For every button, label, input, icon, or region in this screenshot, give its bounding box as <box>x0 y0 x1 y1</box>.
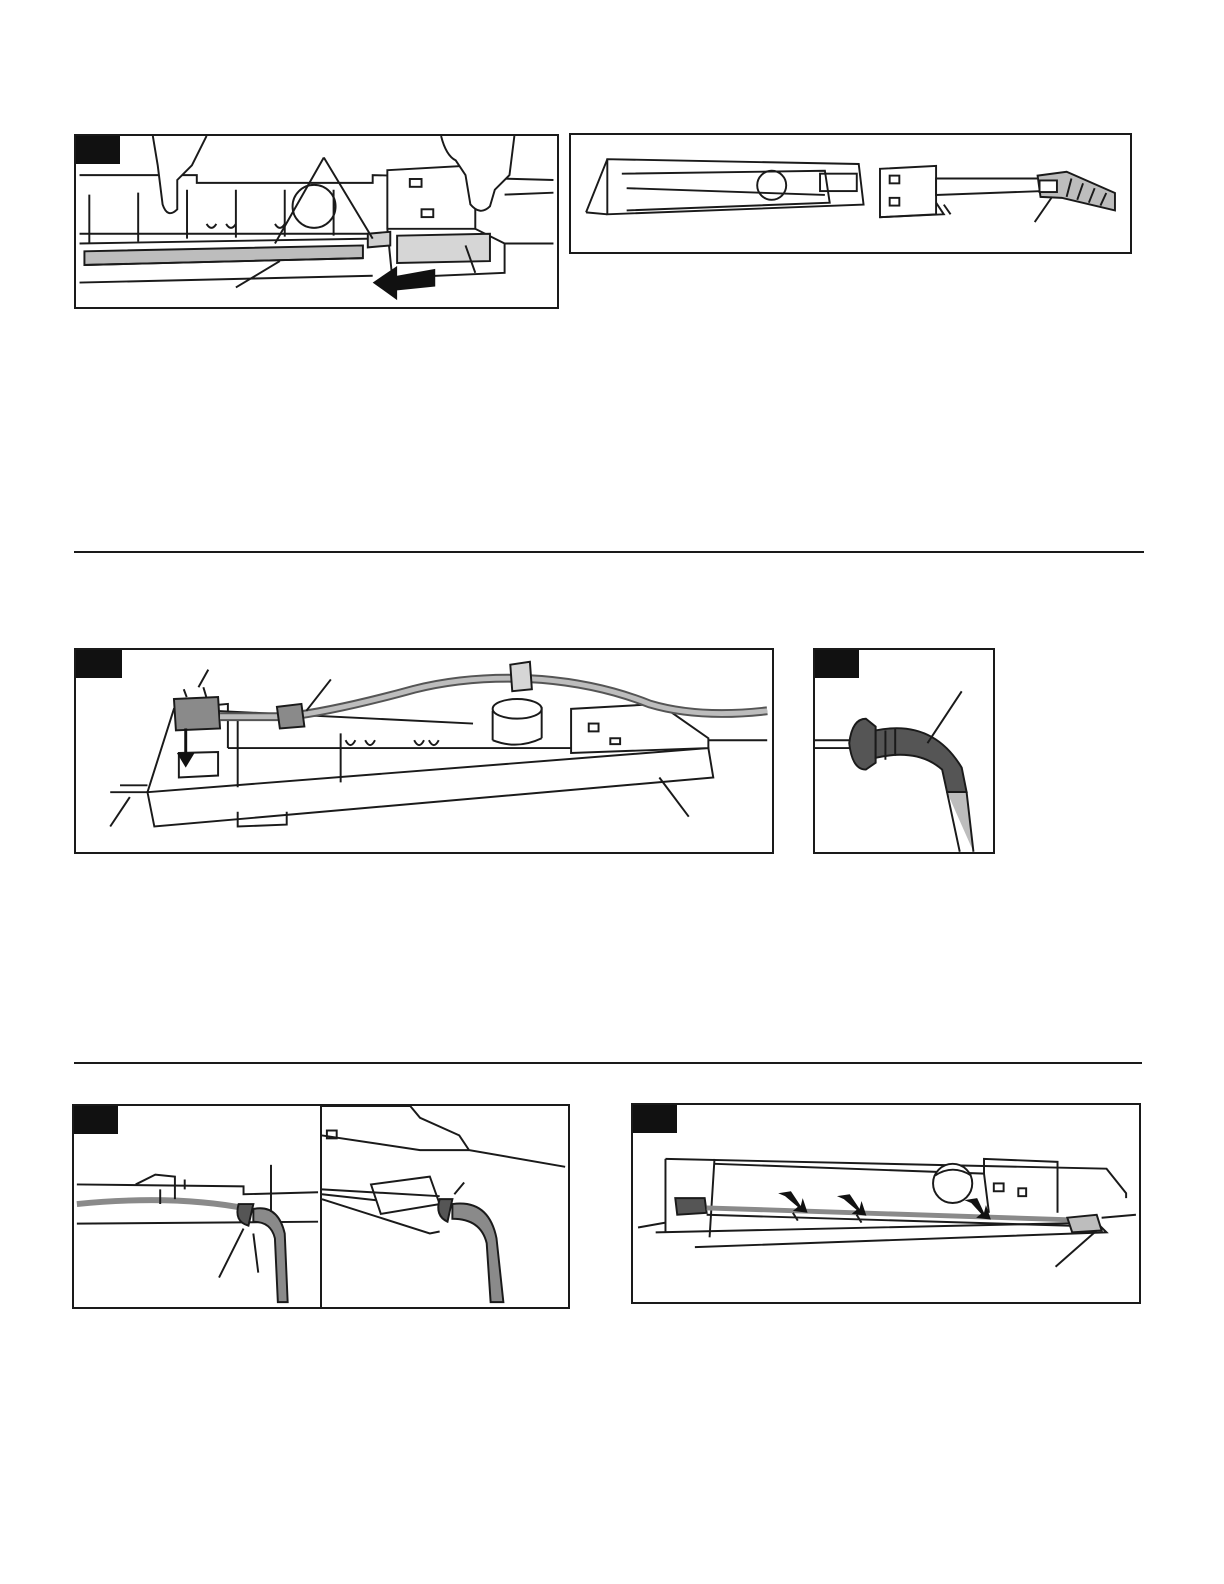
figure-5 <box>72 1104 570 1309</box>
figure-6 <box>631 1103 1141 1304</box>
figure-2 <box>569 133 1132 254</box>
section-divider-2 <box>74 1062 1142 1064</box>
figure-3-number-tab <box>76 650 122 678</box>
figure-3 <box>74 648 774 854</box>
figure-6-number-tab <box>633 1105 677 1133</box>
figure-1-number-tab <box>76 136 120 164</box>
figure-5-panel-divider <box>320 1106 322 1307</box>
figure-4-number-tab <box>815 650 859 678</box>
figure-3-illustration <box>76 650 772 852</box>
figure-1-illustration <box>76 136 557 307</box>
figure-2-illustration <box>571 135 1130 252</box>
figure-6-illustration <box>633 1105 1139 1302</box>
figure-5-number-tab <box>74 1106 118 1134</box>
figure-4 <box>813 648 995 854</box>
figure-4-illustration <box>815 650 993 852</box>
figure-1 <box>74 134 559 309</box>
section-divider-1 <box>74 551 1144 553</box>
